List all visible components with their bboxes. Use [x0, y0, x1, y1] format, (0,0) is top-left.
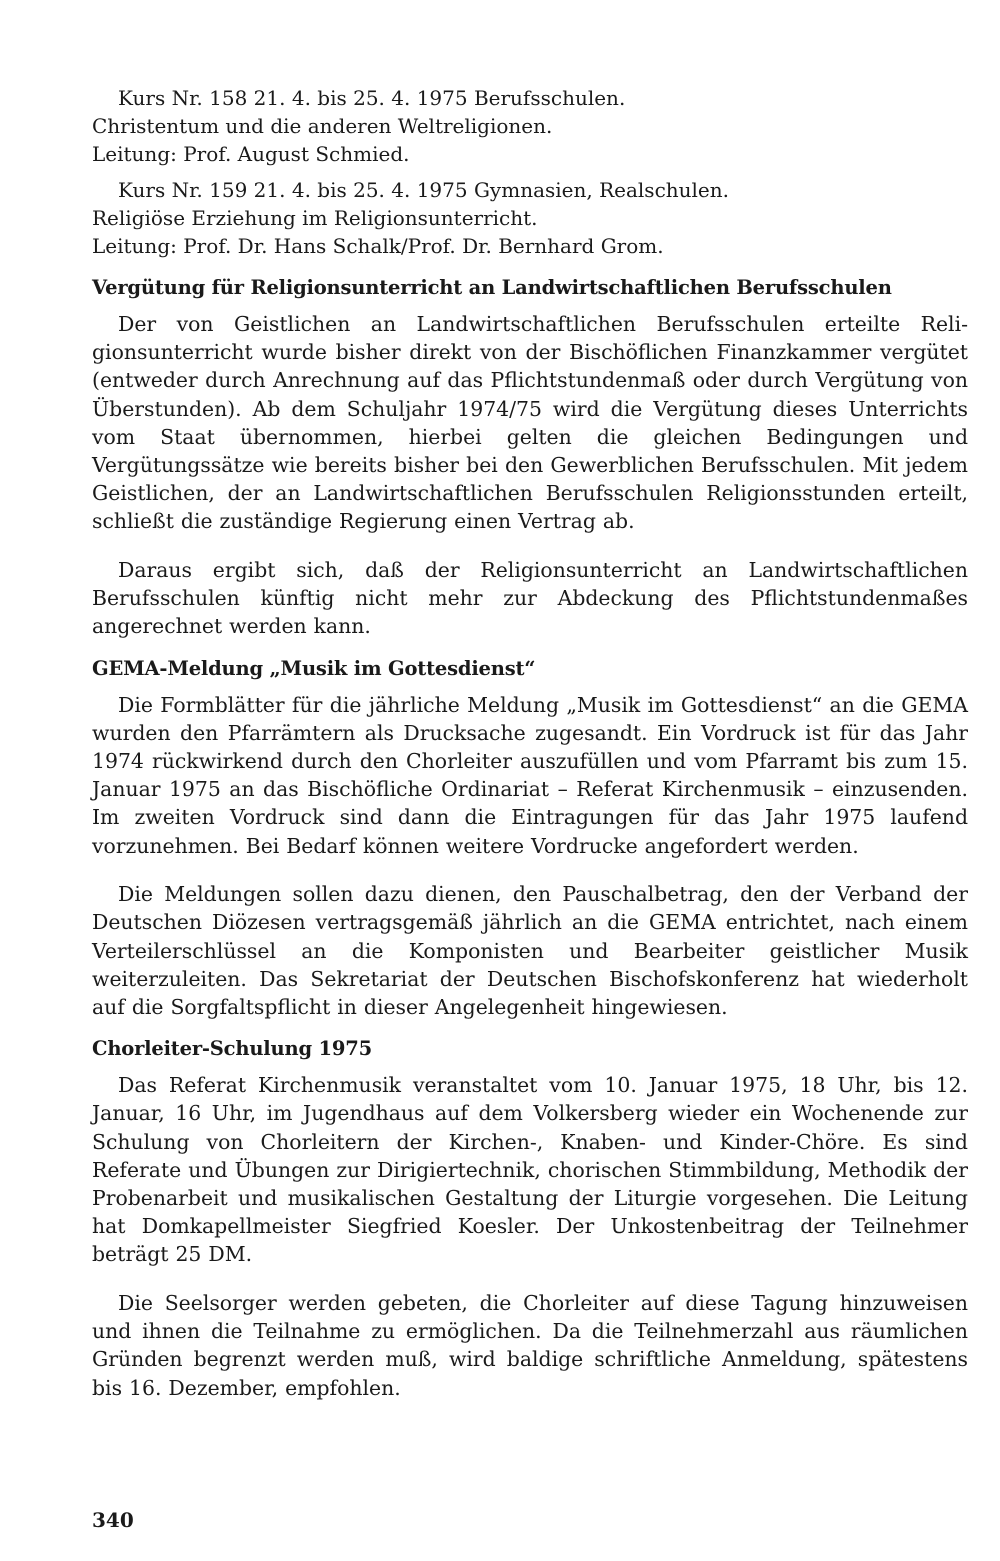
section-gema-meldung	[92, 655, 968, 1022]
section-chorleiter-schulung	[92, 1035, 968, 1402]
course-subject: Christentum und die anderen Weltreligionen.	[92, 114, 553, 138]
section-religionsunterricht-verguetung	[92, 274, 968, 641]
course-subject: Religiöse Erziehung im Religionsunterricht.	[92, 206, 538, 230]
document-page	[92, 84, 968, 1408]
paragraph: Die Meldungen sollen dazu dienen, den Pauschalbetrag, den der Verband der Deutschen Diözesen vertragsgemäß jährlich an die GEMA entrichtet, nach einem Verteilerschlüssel an die Komponisten und Bearbeiter geistlicher Musik weiterzuleiten. Das Sekretariat der Deutschen Bischofskonferenz hat wiederholt auf die Sorgfaltspflicht in dieser Angelegenheit hingewiesen.	[92, 882, 968, 1020]
paragraph: Das Referat Kirchenmusik veranstaltet vom 10. Januar 1975, 18 Uhr, bis 12. Januar, 16 Uhr, im Jugendhaus auf dem Volkersberg wieder ein Wochenende zur Schulung von Chorleitern der Kirchen-, Knaben- und Kinder-Chöre. Es sind Referate und Übungen zur Dirigiertechnik, chorischen Stimmbildung, Methodik der Probenarbeit und musikalischen Gestaltung der Liturgie vorgesehen. Die Leitung hat Domkapellmeister Siegfried Koesler. Der Unkostenbeitrag der Teilnehmer beträgt 25 DM.	[92, 1073, 968, 1267]
course-entry-159	[92, 176, 968, 260]
course-title: Kurs Nr. 159 21. 4. bis 25. 4. 1975 Gymnasien, Realschulen.	[118, 178, 730, 202]
course-leader: Leitung: Prof. Dr. Hans Schalk/Prof. Dr. Bernhard Grom.	[92, 234, 664, 258]
course-entry-158	[92, 84, 968, 168]
course-leader: Leitung: Prof. August Schmied.	[92, 142, 410, 166]
paragraph: Der von Geistlichen an Landwirtschaftlichen Berufsschulen erteilte Religionsunterricht wurde bisher direkt von der Bischöflichen Finanzkammer vergütet (entweder durch Anrechnung auf das Pflichtstundenmaß oder durch Vergütung von Überstunden). Ab dem Schuljahr 1974/75 wird die Vergütung dieses Unterrichts vom Staat übernommen, hierbei gelten die gleichen Bedingungen und Vergütungssätze wie bereits bisher bei den Gewerblichen Berufsschulen. Mit jedem Geistlichen, der an Landwirtschaftlichen Berufsschulen Religionsstunden erteilt, schließt die zuständige Regierung einen Vertrag ab.	[92, 312, 968, 534]
section-heading: Vergütung für Religionsunterricht an Landwirtschaftlichen Berufsschulen	[92, 276, 892, 299]
section-heading: GEMA-Meldung „Musik im Gottesdienst“	[92, 656, 536, 680]
course-list	[92, 84, 968, 260]
page-number: 340	[92, 1508, 134, 1532]
paragraph: Die Seelsorger werden gebeten, die Chorleiter auf diese Tagung hinzuweisen und ihnen die Teilnahme zu ermöglichen. Da die Teilnehmerzahl aus räumlichen Gründen begrenzt werden muß, wird baldige schriftliche Anmeldung, spätestens bis 16. Dezember, empfohlen.	[92, 1291, 968, 1400]
paragraph: Daraus ergibt sich, daß der Religionsunterricht an Landwirtschaftlichen Berufsschulen künftig nicht mehr zur Abdeckung des Pflichtstundenmaßes angerechnet werden kann.	[92, 558, 968, 639]
section-heading: Chorleiter-Schulung 1975	[92, 1037, 372, 1061]
paragraph: Die Formblätter für die jährliche Meldung „Musik im Gottesdienst“ an die GEMA wurden den Pfarrämtern als Drucksache zugesandt. Ein Vordruck ist für das Jahr 1974 rückwirkend durch den Chorleiter auszufüllen und vom Pfarramt bis zum 15. Januar 1975 an das Bischöfliche Ordinariat – Referat Kirchenmusik – einzusenden. Im zweiten Vordruck sind dann die Eintragungen für das Jahr 1975 laufend vorzunehmen. Bei Bedarf können weitere Vordrucke angefordert werden.	[92, 692, 968, 858]
course-title: Kurs Nr. 158 21. 4. bis 25. 4. 1975 Berufsschulen.	[118, 86, 626, 110]
